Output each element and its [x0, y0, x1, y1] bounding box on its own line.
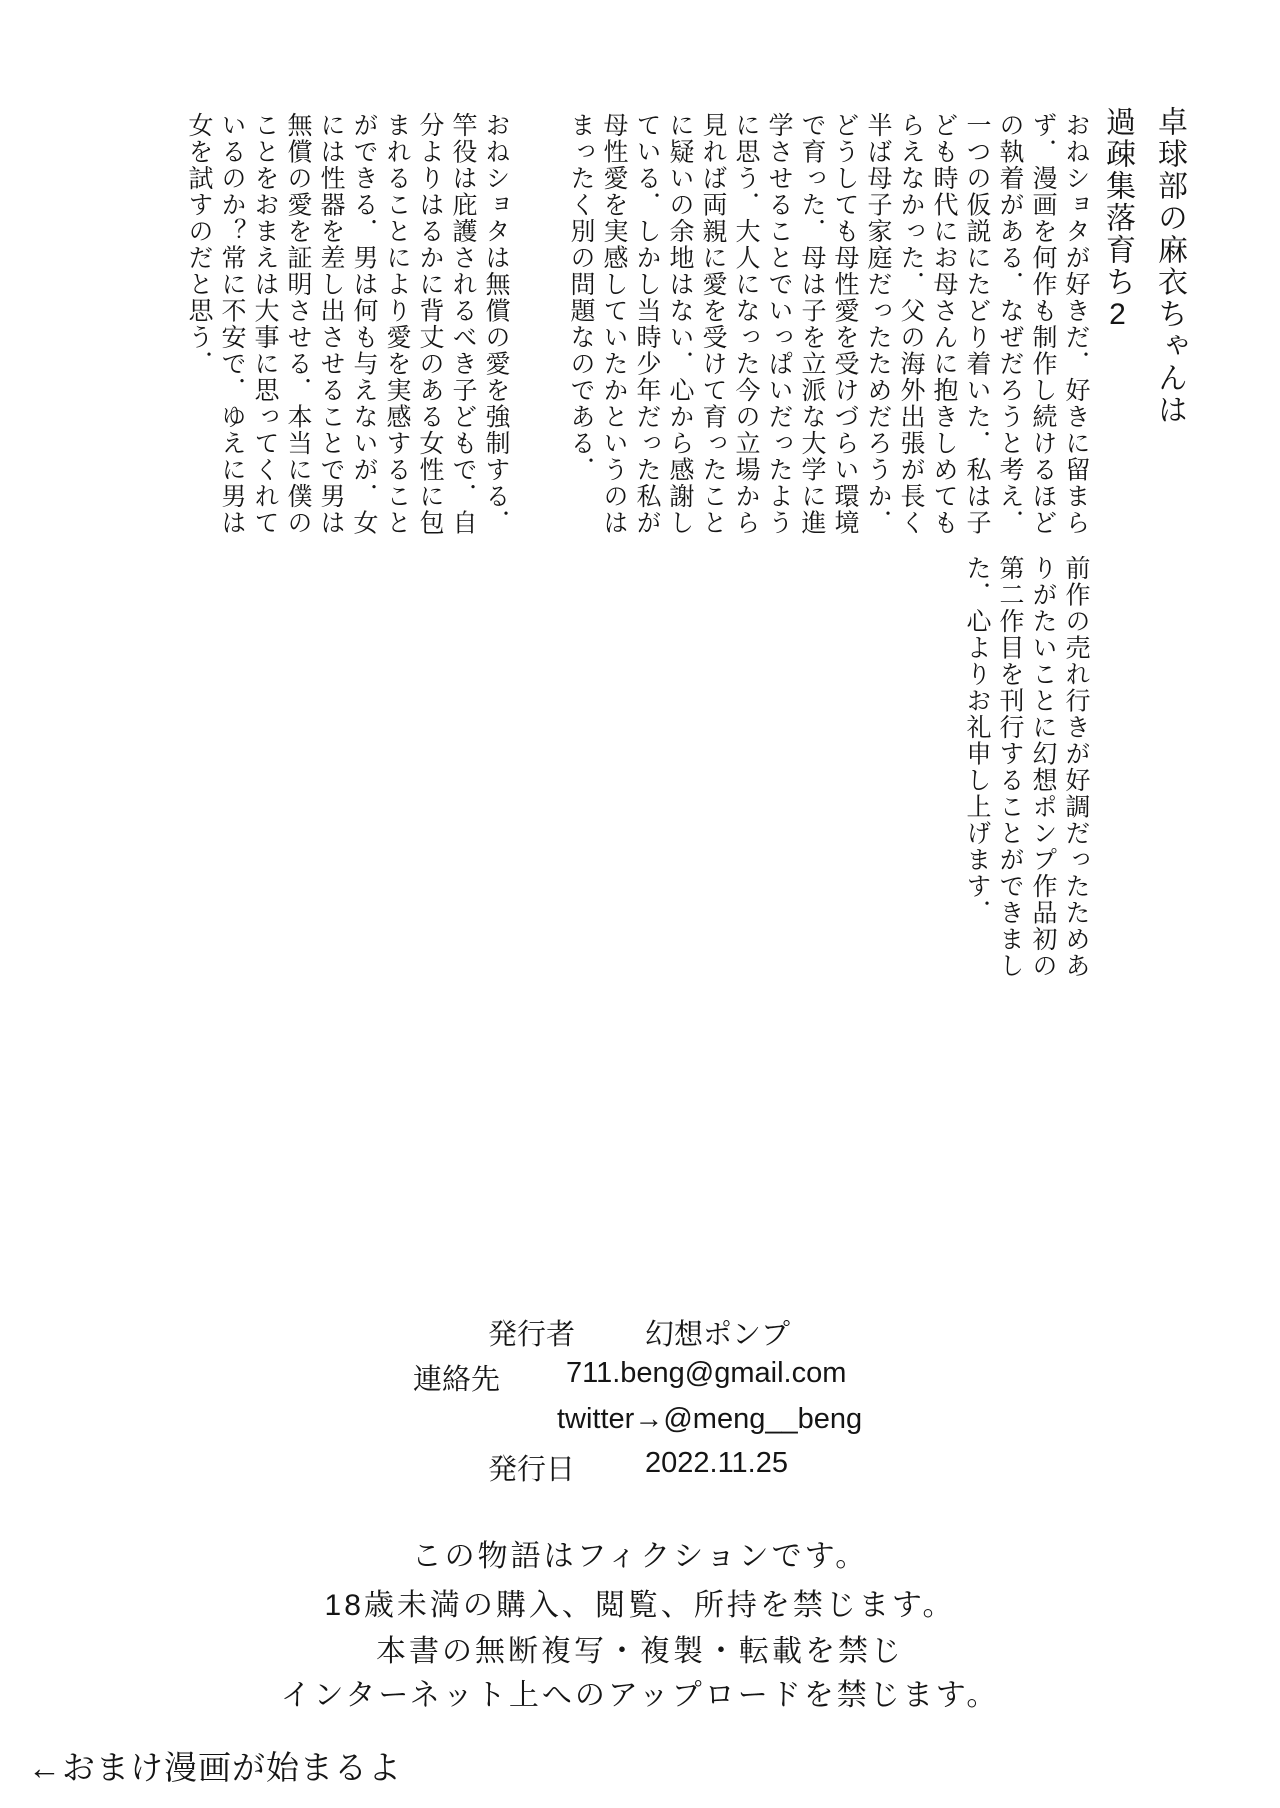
- thanks-column: りがたいことに幻想ポンプ作品初の: [1029, 555, 1057, 979]
- book-title-vertical: [1091, 106, 1195, 426]
- publisher-label: 発行者: [488, 1319, 576, 1351]
- thanks-column: 第二作目を刊行することができまし: [996, 555, 1024, 979]
- twitter-handle: twitter→@meng__beng: [557, 1403, 863, 1435]
- afterword-column: まれることにより愛を実感すること: [383, 112, 411, 536]
- disclaimer-copy: 本書の無断複写・複製・転載を禁じ: [376, 1635, 904, 1668]
- disclaimer-upload: インターネット上へのアップロードを禁じます。: [280, 1679, 1000, 1712]
- contact-label: 連絡先: [413, 1364, 501, 1396]
- publish-date-value: 2022.11.25: [645, 1447, 788, 1479]
- afterword-paragraph-1: [564, 112, 1092, 536]
- afterword-column: で育った．母は子を立派な大学に進: [798, 112, 826, 536]
- disclaimer-fiction: この物語はフィクションです。: [411, 1540, 869, 1573]
- afterword-column: ている．しかし当時少年だった私が: [633, 112, 661, 536]
- afterword-column: らえなかった．父の海外出張が長く: [897, 112, 925, 536]
- afterword-column: に思う．大人になった今の立場から: [732, 112, 760, 536]
- afterword-column: いるのか？常に不安で．ゆえに男は: [218, 112, 246, 536]
- afterword-column: 女を試すのだと思う．: [185, 112, 213, 377]
- disclaimer-age: 18歳未満の購入、閲覧、所持を禁じます。: [324, 1589, 956, 1622]
- afterword-paragraph-2: [182, 112, 512, 536]
- publisher-value: 幻想ポンプ: [645, 1319, 791, 1351]
- thanks-column: 前作の売れ行きが好調だったためあ: [1062, 555, 1090, 979]
- afterword-column: おねショタは無償の愛を強制する．: [482, 112, 510, 536]
- afterword-column: 分よりはるかに背丈のある女性に包: [416, 112, 444, 536]
- afterword-column: ども時代にお母さんに抱きしめても: [930, 112, 958, 536]
- book-title-line-1: 卓球部の麻衣ちゃんは: [1153, 106, 1186, 426]
- bonus-manga-note: ←おまけ漫画が始まるよ: [28, 1749, 402, 1786]
- afterword-column: 半ば母子家庭だったためだろうか．: [864, 112, 892, 536]
- afterword-column: に疑いの余地はない．心から感謝し: [666, 112, 694, 536]
- afterword-column: 竿役は庇護されるべき子どもで．自: [449, 112, 477, 536]
- afterword-column: 学させることでいっぱいだったよう: [765, 112, 793, 536]
- afterword-column: には性器を差し出させることで男は: [317, 112, 345, 536]
- thanks-paragraph: [960, 555, 1092, 979]
- afterword-column: 母性愛を実感していたかというのは: [600, 112, 628, 536]
- afterword-column: ず．漫画を何作も制作し続けるほど: [1029, 112, 1057, 536]
- afterword-column: ができる．男は何も与えないが．女: [350, 112, 378, 536]
- afterword-column: 一つの仮説にたどり着いた．私は子: [963, 112, 991, 536]
- publish-date-label: 発行日: [488, 1454, 576, 1486]
- afterword-column: まったく別の問題なのである．: [567, 112, 595, 483]
- contact-email: 711.beng@gmail.com: [566, 1357, 847, 1389]
- book-title-line-2: 過疎集落育ち2: [1101, 106, 1134, 333]
- afterword-column: 無償の愛を証明させる．本当に僕の: [284, 112, 312, 536]
- afterword-column: の執着がある．なぜだろうと考え．: [996, 112, 1024, 536]
- afterword-column: おねショタが好きだ．好きに留まら: [1062, 112, 1090, 536]
- thanks-column: た．心よりお礼申し上げます．: [963, 555, 991, 926]
- afterword-column: 見れば両親に愛を受けて育ったこと: [699, 112, 727, 536]
- afterword-column: ことをおまえは大事に思ってくれて: [251, 112, 279, 536]
- afterword-column: どうしても母性愛を受けづらい環境: [831, 112, 859, 536]
